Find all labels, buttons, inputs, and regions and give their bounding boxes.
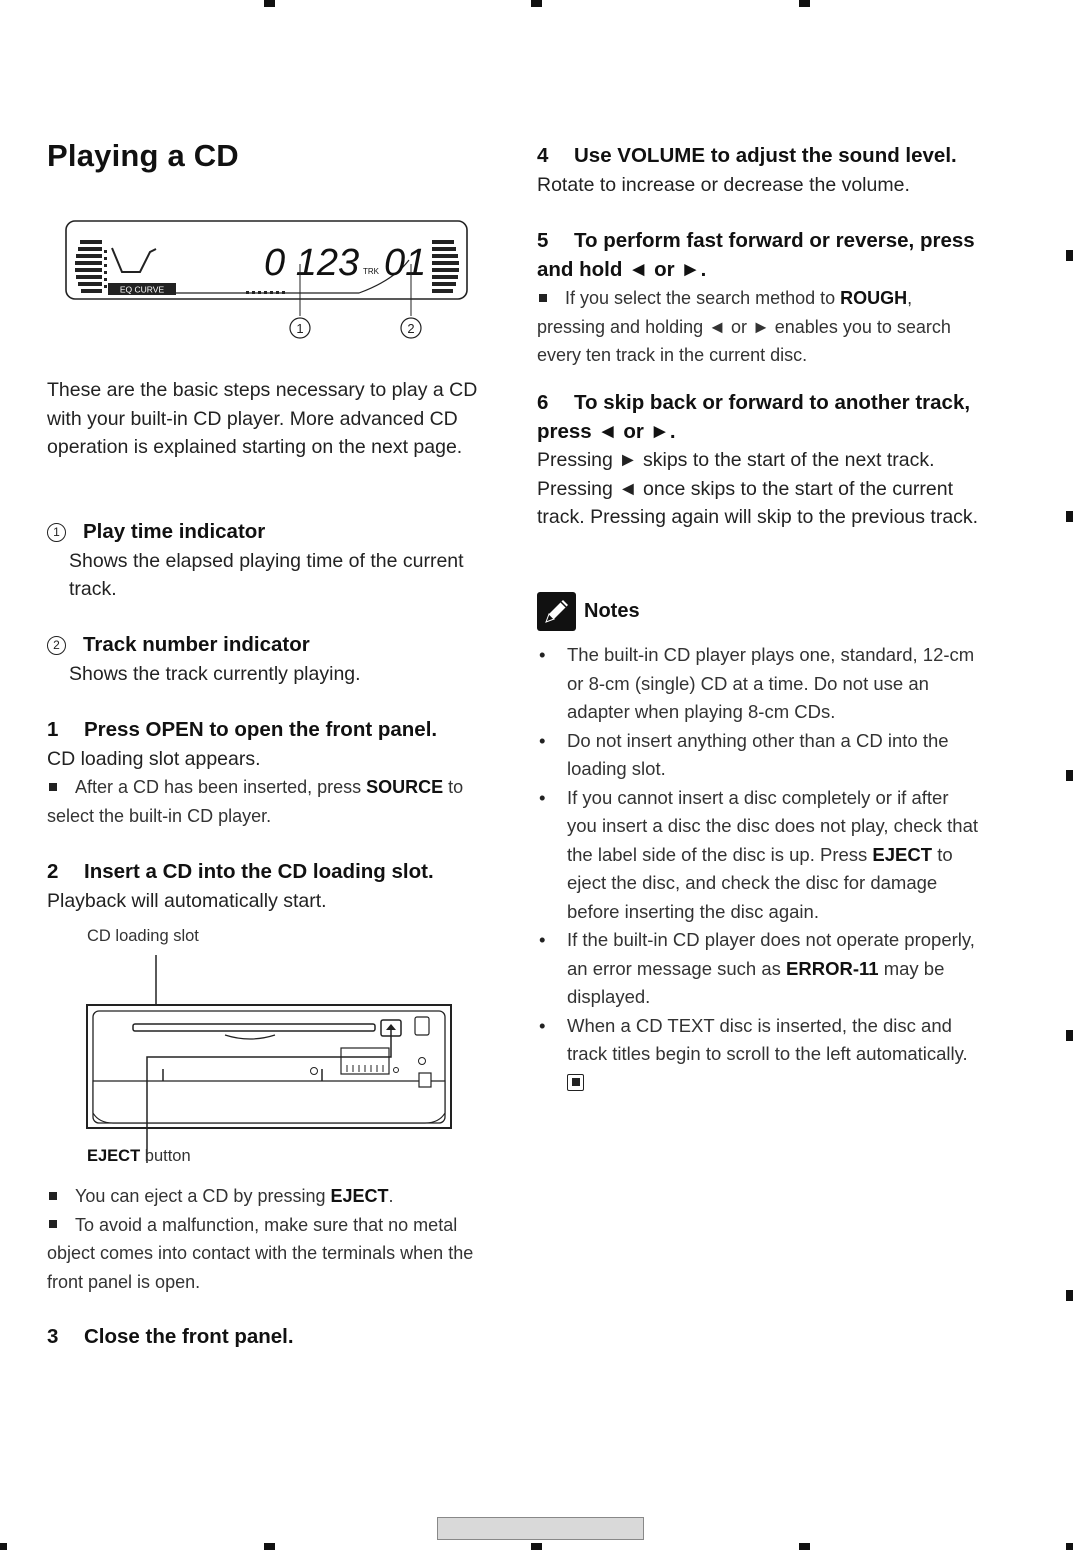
- step-3: [47, 1323, 479, 1352]
- indicator-2: [47, 631, 479, 688]
- step-3-title: Close the front panel.: [84, 1325, 294, 1348]
- step-2-notes: [47, 1182, 479, 1296]
- step-2-body: Playback will automatically start.: [47, 889, 327, 912]
- trk-label: TRK: [363, 267, 379, 276]
- notes-section: [537, 592, 981, 1097]
- play-time-digits: 0 123: [264, 242, 360, 284]
- registration-mark: [1066, 1290, 1073, 1301]
- end-mark-icon: [567, 1074, 584, 1091]
- step-1-body: CD loading slot appears.: [47, 747, 261, 770]
- registration-mark: [1066, 511, 1073, 522]
- intro-paragraph: These are the basic steps necessary to play a CD with your built-in CD player. More advanced CD operation is explained starting on the next page.: [47, 379, 478, 458]
- registration-mark: [1066, 770, 1073, 781]
- step-4-number: 4: [537, 144, 549, 167]
- page-number-box: [437, 1517, 644, 1540]
- left-column: [47, 0, 479, 1550]
- right-column: [537, 0, 981, 1550]
- indicator-1-desc: Shows the elapsed playing time of the current track.: [69, 549, 464, 600]
- registration-mark: [1066, 1030, 1073, 1041]
- registration-mark: [0, 1543, 7, 1550]
- page-title: Playing a CD: [47, 138, 239, 173]
- track-number-digits: 01: [384, 242, 427, 284]
- step-6-number: 6: [537, 391, 549, 414]
- cd-loading-slot: [133, 1024, 375, 1031]
- note-item: • If the built-in CD player does not operate properly, an error message such as ERROR-11 may be displayed.: [537, 926, 981, 1012]
- notes-heading: Notes: [584, 600, 640, 622]
- step-5-number: 5: [537, 229, 549, 252]
- cd-loading-slot-label: CD loading slot: [87, 927, 199, 945]
- step-5-note: If you select the search method to ROUGH, pressing and holding ◄ or ► enables you to search every ten track in the current disc.: [537, 288, 951, 365]
- indicator-2-title: Track number indicator: [83, 633, 310, 656]
- indicator-2-desc: Shows the track currently playing.: [69, 662, 361, 685]
- cd-unit-svg: [85, 953, 455, 1163]
- step-5-title: To perform fast forward or reverse, press and hold ◄ or ►.: [537, 229, 975, 281]
- step-2: [47, 858, 479, 915]
- step-2-note-2: To avoid a malfunction, make sure that no metal object comes into contact with the terminals when the front panel is open.: [47, 1214, 474, 1292]
- indicator-1: [47, 518, 479, 604]
- eject-button-label: EJECT button: [87, 1147, 191, 1165]
- step-2-note-1: You can eject a CD by pressing EJECT.: [47, 1182, 479, 1211]
- step-1-note: After a CD has been inserted, press SOURCE to select the built-in CD player.: [47, 777, 464, 826]
- step-2-title: Insert a CD into the CD loading slot.: [84, 860, 434, 883]
- step-3-number: 3: [47, 1325, 59, 1348]
- note-bullet-icon: [539, 294, 547, 302]
- notes-list: [537, 641, 981, 1097]
- step-4: [537, 142, 981, 199]
- step-1-title: Press OPEN to open the front panel.: [84, 718, 438, 741]
- registration-mark: [1066, 250, 1073, 261]
- step-1-number: 1: [47, 718, 59, 741]
- indicator-1-title: Play time indicator: [83, 520, 266, 543]
- note-bullet-icon: [49, 1192, 57, 1200]
- note-item: • The built-in CD player plays one, standard, 12-cm or 8-cm (single) CD at a time. Do not use an adapter when playing 8-cm CDs.: [537, 641, 981, 727]
- step-2-number: 2: [47, 860, 59, 883]
- step-4-body: Rotate to increase or decrease the volume.: [537, 173, 910, 196]
- note-item: • Do not insert anything other than a CD into the loading slot.: [537, 727, 981, 784]
- indicator-2-number: 2: [47, 636, 66, 655]
- note-item: • If you cannot insert a disc completely or if after you insert a disc the disc does not play, check that the label side of the disc is up. Press EJECT to eject the disc, and check the disc for damage before inserting the disc again.: [537, 784, 981, 927]
- callout-2-label: 2: [407, 321, 415, 336]
- note-item: • When a CD TEXT disc is inserted, the disc and track titles begin to scroll to the left automatically.: [537, 1012, 981, 1098]
- eq-curve-label: EQ CURVE: [119, 284, 165, 295]
- step-6-body: Pressing ► skips to the start of the next track. Pressing ◄ once skips to the start of the current track. Pressing again will skip to the previous track.: [537, 449, 979, 528]
- indicator-1-number: 1: [47, 523, 66, 542]
- notes-pencil-icon: [537, 592, 576, 631]
- note-bullet-icon: [49, 783, 57, 791]
- note-bullet-icon: [49, 1220, 57, 1228]
- step-5: [537, 227, 981, 370]
- registration-mark: [1066, 1543, 1073, 1550]
- step-6: [537, 389, 981, 532]
- step-6-title: To skip back or forward to another track, press ◄ or ►.: [537, 391, 971, 443]
- step-1: [47, 716, 479, 830]
- callout-1-label: 1: [296, 321, 304, 336]
- cd-slot-illustration: [85, 925, 455, 1175]
- step-4-title: Use VOLUME to adjust the sound level.: [574, 144, 957, 167]
